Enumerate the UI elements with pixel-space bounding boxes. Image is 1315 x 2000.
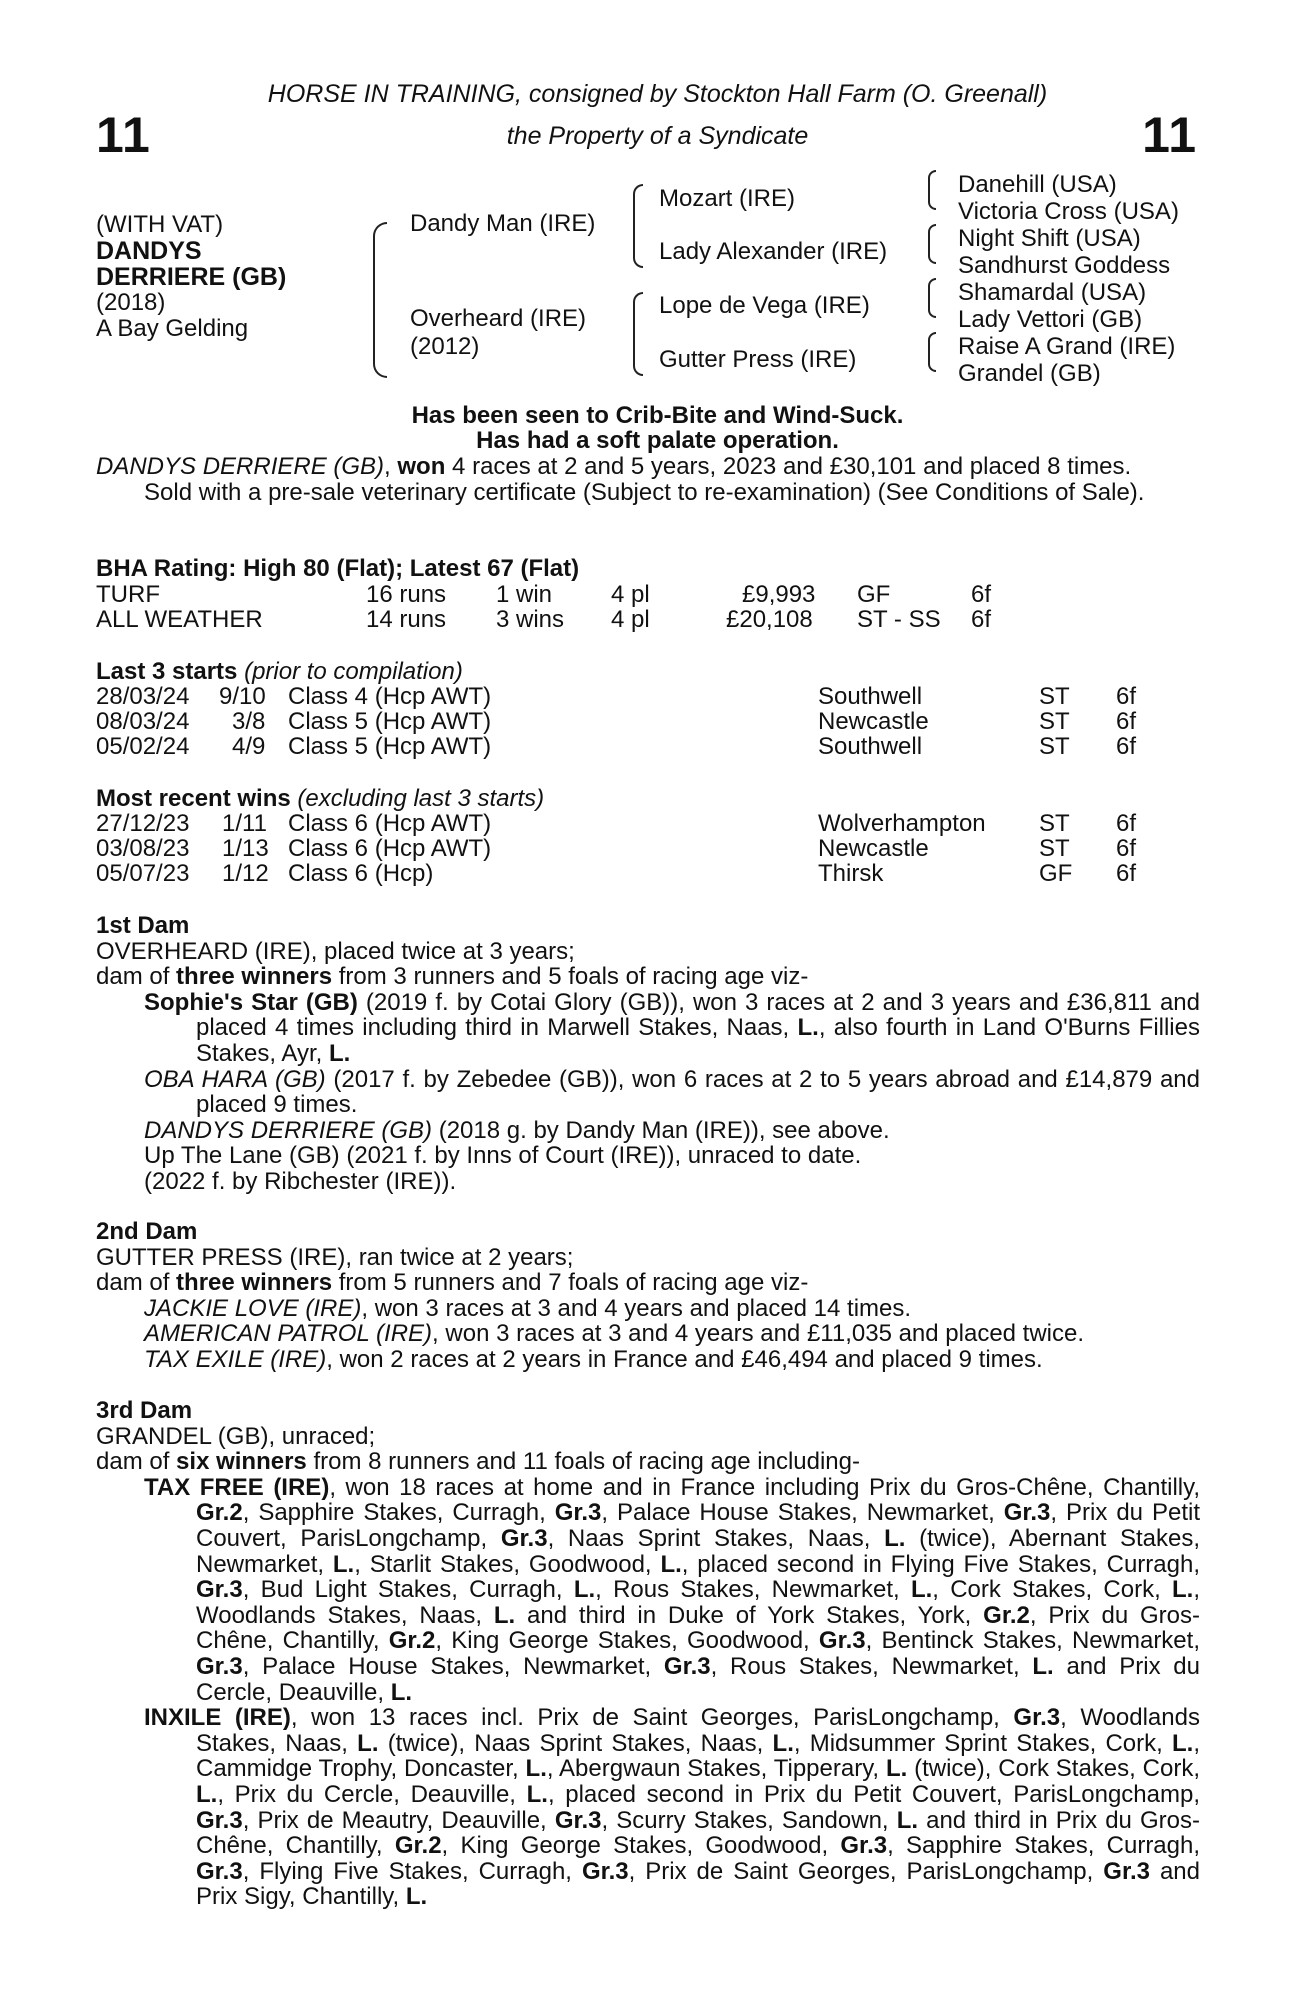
- lot-number-right: 11: [1142, 107, 1197, 163]
- race-distance: 6f: [1116, 733, 1137, 760]
- rating-money: £9,993: [742, 581, 816, 608]
- recent-note: (excluding last 3 starts): [297, 785, 545, 812]
- second-dam-line1: GUTTER PRESS (IRE), ran twice at 2 years;: [96, 1243, 574, 1271]
- first-dam-progeny-4: Up The Lane (GB) (2021 f. by Inns of Court (IRE)), unraced to date.: [144, 1142, 862, 1170]
- race-going: ST: [1039, 733, 1070, 760]
- first-dam-progeny-5: (2022 f. by Ribchester (IRE)).: [144, 1167, 457, 1195]
- pedigree-brace-dam: [633, 292, 643, 376]
- notice-crib-bite: Has been seen to Crib-Bite and Wind-Suck.: [411, 402, 904, 429]
- first-dam-progeny-2: OBA HARA (GB) (2017 f. by Zebedee (GB)), won 6 races at 2 to 5 years abroad and £14,879 and placed 9 times.: [144, 1065, 1200, 1119]
- third-dam-title: 3rd Dam: [96, 1397, 193, 1424]
- recent-title: Most recent wins: [96, 785, 291, 812]
- summary-won: won: [397, 453, 446, 480]
- header-property: the Property of a Syndicate: [506, 122, 809, 150]
- race-course: Newcastle: [818, 835, 929, 862]
- race-class: Class 5 (Hcp AWT): [288, 733, 492, 760]
- summary-name: DANDYS DERRIERE (GB): [96, 453, 385, 480]
- lot-number-left: 11: [96, 107, 151, 163]
- first-dam-line2: dam of three winners from 3 runners and 5 foals of racing age viz-: [96, 963, 809, 991]
- first-dam-title: 1st Dam: [96, 912, 190, 939]
- second-dam-line2: dam of three winners from 5 runners and 7 foals of racing age viz-: [96, 1269, 809, 1297]
- second-dam-progeny-3: TAX EXILE (IRE), won 2 races at 2 years in France and £46,494 and placed 9 times.: [144, 1345, 1043, 1373]
- pedigree-brace-sd: [928, 224, 936, 264]
- pedigree-brace-dd: [928, 332, 936, 372]
- last3-note: (prior to compilation): [244, 658, 463, 685]
- pedigree-dam-dam: Gutter Press (IRE): [659, 346, 857, 373]
- race-distance: 6f: [1116, 810, 1137, 837]
- pedigree-sire: Dandy Man (IRE): [410, 210, 596, 237]
- summary-vet: Sold with a pre-sale veterinary certificate (Subject to re-examination) (See Conditions of Sale).: [144, 478, 1145, 506]
- race-class: Class 5 (Hcp AWT): [288, 708, 492, 735]
- summary: DANDYS DERRIERE (GB), won 4 races at 2 and 5 years, 2023 and £30,101 and placed 8 times. Sold with a pre-sale veterinary certificate (Subject to re-examination) (See Conditions of Sale).: [96, 454, 1200, 505]
- last3-title: Last 3 starts: [96, 658, 238, 685]
- race-position: 1/13: [222, 835, 269, 862]
- race-course: Wolverhampton: [818, 810, 986, 837]
- pedigree-dds: Raise A Grand (IRE): [958, 333, 1176, 360]
- vat-label: (WITH VAT): [96, 211, 224, 238]
- notice-palate: Has had a soft palate operation.: [476, 427, 839, 454]
- second-dam-title: 2nd Dam: [96, 1218, 198, 1245]
- race-going: ST: [1039, 708, 1070, 735]
- race-date: 08/03/24: [96, 708, 190, 735]
- horse-description: A Bay Gelding: [96, 315, 249, 342]
- third-dam-progeny-inxile: INXILE (IRE), won 13 races incl. Prix de Saint Georges, ParisLongchamp, Gr.3, Woodlands Stakes, Naas, L. (twice), Naas Sprint Stakes, Naas, L., Midsummer Sprint Stakes, Cork, L., Cammidge Trophy, Doncaster, L., Abergwaun Stakes, Tipperary, L. (twice), Cork Stakes, Cork, L., Prix du Cercle, Deauville, L., placed second in Prix du Petit Couvert, ParisLongchamp, Gr.3, Prix de Meautry, Deauville, Gr.3, Scurry Stakes, Sandown, L. and third in Prix du Gros-Chêne, Chantilly, Gr.2, King George Stakes, Goodwood, Gr.3, Sapphire Stakes, Curragh, Gr.3, Flying Five Stakes, Curragh, Gr.3, Prix de Saint Georges, ParisLongchamp, Gr.3 and Prix Sigy, Chantilly, L.: [144, 1704, 1201, 1911]
- race-going: GF: [1039, 860, 1073, 887]
- race-date: 27/12/23: [96, 810, 190, 837]
- horse-name-line2: DERRIERE (GB): [96, 263, 287, 291]
- race-going: ST: [1039, 835, 1070, 862]
- first-dam-progeny-3: DANDYS DERRIERE (GB) (2018 g. by Dandy Man (IRE)), see above.: [144, 1116, 890, 1144]
- rating-surface: ALL WEATHER: [96, 606, 263, 633]
- second-dam-progeny-2: AMERICAN PATROL (IRE), won 3 races at 3 and 4 years and £11,035 and placed twice.: [144, 1320, 1085, 1348]
- race-going: ST: [1039, 683, 1070, 710]
- race-position: 3/8: [232, 708, 266, 735]
- race-class: Class 6 (Hcp AWT): [288, 810, 492, 837]
- pedigree-brace-ds: [928, 278, 936, 318]
- rating-distance: 6f: [971, 581, 992, 608]
- pedigree-brace-sire: [633, 184, 643, 268]
- rating-money: £20,108: [726, 606, 813, 633]
- race-position: 9/10: [219, 683, 266, 710]
- rating-going: ST - SS: [857, 606, 941, 633]
- pedigree-sire-dam: Lady Alexander (IRE): [659, 238, 888, 265]
- horse-name-line1: DANDYS: [96, 237, 202, 265]
- race-class: Class 4 (Hcp AWT): [288, 683, 492, 710]
- pedigree-sdd: Sandhurst Goddess: [958, 252, 1171, 279]
- first-dam-line1: OVERHEARD (IRE), placed twice at 3 years;: [96, 937, 575, 965]
- race-position: 1/11: [222, 810, 267, 837]
- third-dam-progeny-tax-free: TAX FREE (IRE), won 18 races at home and in France including Prix du Gros-Chêne, Chantilly, Gr.2, Sapphire Stakes, Curragh, Gr.3, Palace House Stakes, Newmarket, Gr.3, Prix du Petit Couvert, ParisLongchamp, Gr.3, Naas Sprint Stakes, Naas, L. (twice), Abernant Stakes, Newmarket, L., Starlit Stakes, Goodwood, L., placed second in Flying Five Stakes, Curragh, Gr.3, Bud Light Stakes, Curragh, L., Rous Stakes, Newmarket, L., Cork Stakes, Cork, L., Woodlands Stakes, Naas, L. and third in Duke of York Stakes, York, Gr.2, Prix du Gros-Chêne, Chantilly, Gr.2, King George Stakes, Goodwood, Gr.3, Bentinck Stakes, Newmarket, Gr.3, Palace House Stakes, Newmarket, Gr.3, Rous Stakes, Newmarket, L. and Prix du Cercle, Deauville, L.: [144, 1473, 1201, 1706]
- third-dam-line1: GRANDEL (GB), unraced;: [96, 1422, 376, 1450]
- rating-runs: 14 runs: [366, 606, 447, 633]
- race-date: 28/03/24: [96, 683, 190, 710]
- pedigree-sss: Danehill (USA): [958, 171, 1117, 198]
- pedigree-sire-sire: Mozart (IRE): [659, 185, 796, 212]
- pedigree-ssd: Victoria Cross (USA): [958, 198, 1179, 225]
- race-date: 03/08/23: [96, 835, 190, 862]
- first-dam-section: [96, 913, 1200, 1195]
- pedigree-dam-year: (2012): [410, 333, 480, 360]
- race-distance: 6f: [1116, 683, 1137, 710]
- race-position: 4/9: [232, 733, 266, 760]
- race-going: ST: [1039, 810, 1070, 837]
- pedigree-sds: Night Shift (USA): [958, 225, 1141, 252]
- race-course: Southwell: [818, 683, 923, 710]
- rating-surface: TURF: [96, 581, 160, 608]
- rating-title: BHA Rating: High 80 (Flat); Latest 67 (Flat): [96, 555, 580, 582]
- race-position: 1/12: [222, 860, 269, 887]
- race-distance: 6f: [1116, 708, 1137, 735]
- pedigree-brace-ss: [928, 170, 936, 210]
- race-date: 05/02/24: [96, 733, 190, 760]
- race-distance: 6f: [1116, 835, 1137, 862]
- rating-going: GF: [857, 581, 891, 608]
- summary-rest: 4 races at 2 and 5 years, 2023 and £30,101 and placed 8 times.: [445, 453, 1132, 480]
- race-date: 05/07/23: [96, 860, 190, 887]
- rating-places: 4 pl: [611, 606, 650, 633]
- race-class: Class 6 (Hcp): [288, 860, 434, 887]
- horse-year: (2018): [96, 289, 166, 316]
- second-dam-progeny-1: JACKIE LOVE (IRE), won 3 races at 3 and 4 years and placed 14 times.: [144, 1294, 912, 1322]
- rating-places: 4 pl: [611, 581, 650, 608]
- pedigree-brace-main: [373, 222, 387, 378]
- rating-distance: 6f: [971, 606, 992, 633]
- horse-info: [96, 212, 286, 342]
- rating-wins: 1 win: [496, 581, 553, 608]
- race-course: Southwell: [818, 733, 923, 760]
- first-dam-progeny-1: Sophie's Star (GB) (2019 f. by Cotai Glory (GB)), won 3 races at 2 and 3 years and £36,811 and placed 4 times including third in Marwell Stakes, Naas, L., also fourth in Land O'Burns Fillies Stakes, Ayr, L.: [144, 988, 1201, 1067]
- pedigree-dsd: Lady Vettori (GB): [958, 306, 1143, 333]
- rating-wins: 3 wins: [496, 606, 565, 633]
- race-class: Class 6 (Hcp AWT): [288, 835, 492, 862]
- race-course: Thirsk: [818, 860, 884, 887]
- race-course: Newcastle: [818, 708, 929, 735]
- rating-runs: 16 runs: [366, 581, 447, 608]
- pedigree-dam: Overheard (IRE): [410, 305, 587, 332]
- pedigree-dam-sire: Lope de Vega (IRE): [659, 292, 870, 319]
- third-dam-line2: dam of six winners from 8 runners and 11 foals of racing age including-: [96, 1448, 860, 1476]
- race-distance: 6f: [1116, 860, 1137, 887]
- second-dam-section: [96, 1219, 1200, 1373]
- recent-heading: [96, 786, 544, 812]
- header-consignor: HORSE IN TRAINING, consigned by Stockton Hall Farm (O. Greenall): [267, 80, 1048, 108]
- last3-heading: [96, 659, 463, 685]
- pedigree-dss: Shamardal (USA): [958, 279, 1147, 306]
- pedigree-ddd: Grandel (GB): [958, 360, 1101, 387]
- third-dam-section: [96, 1398, 1200, 1910]
